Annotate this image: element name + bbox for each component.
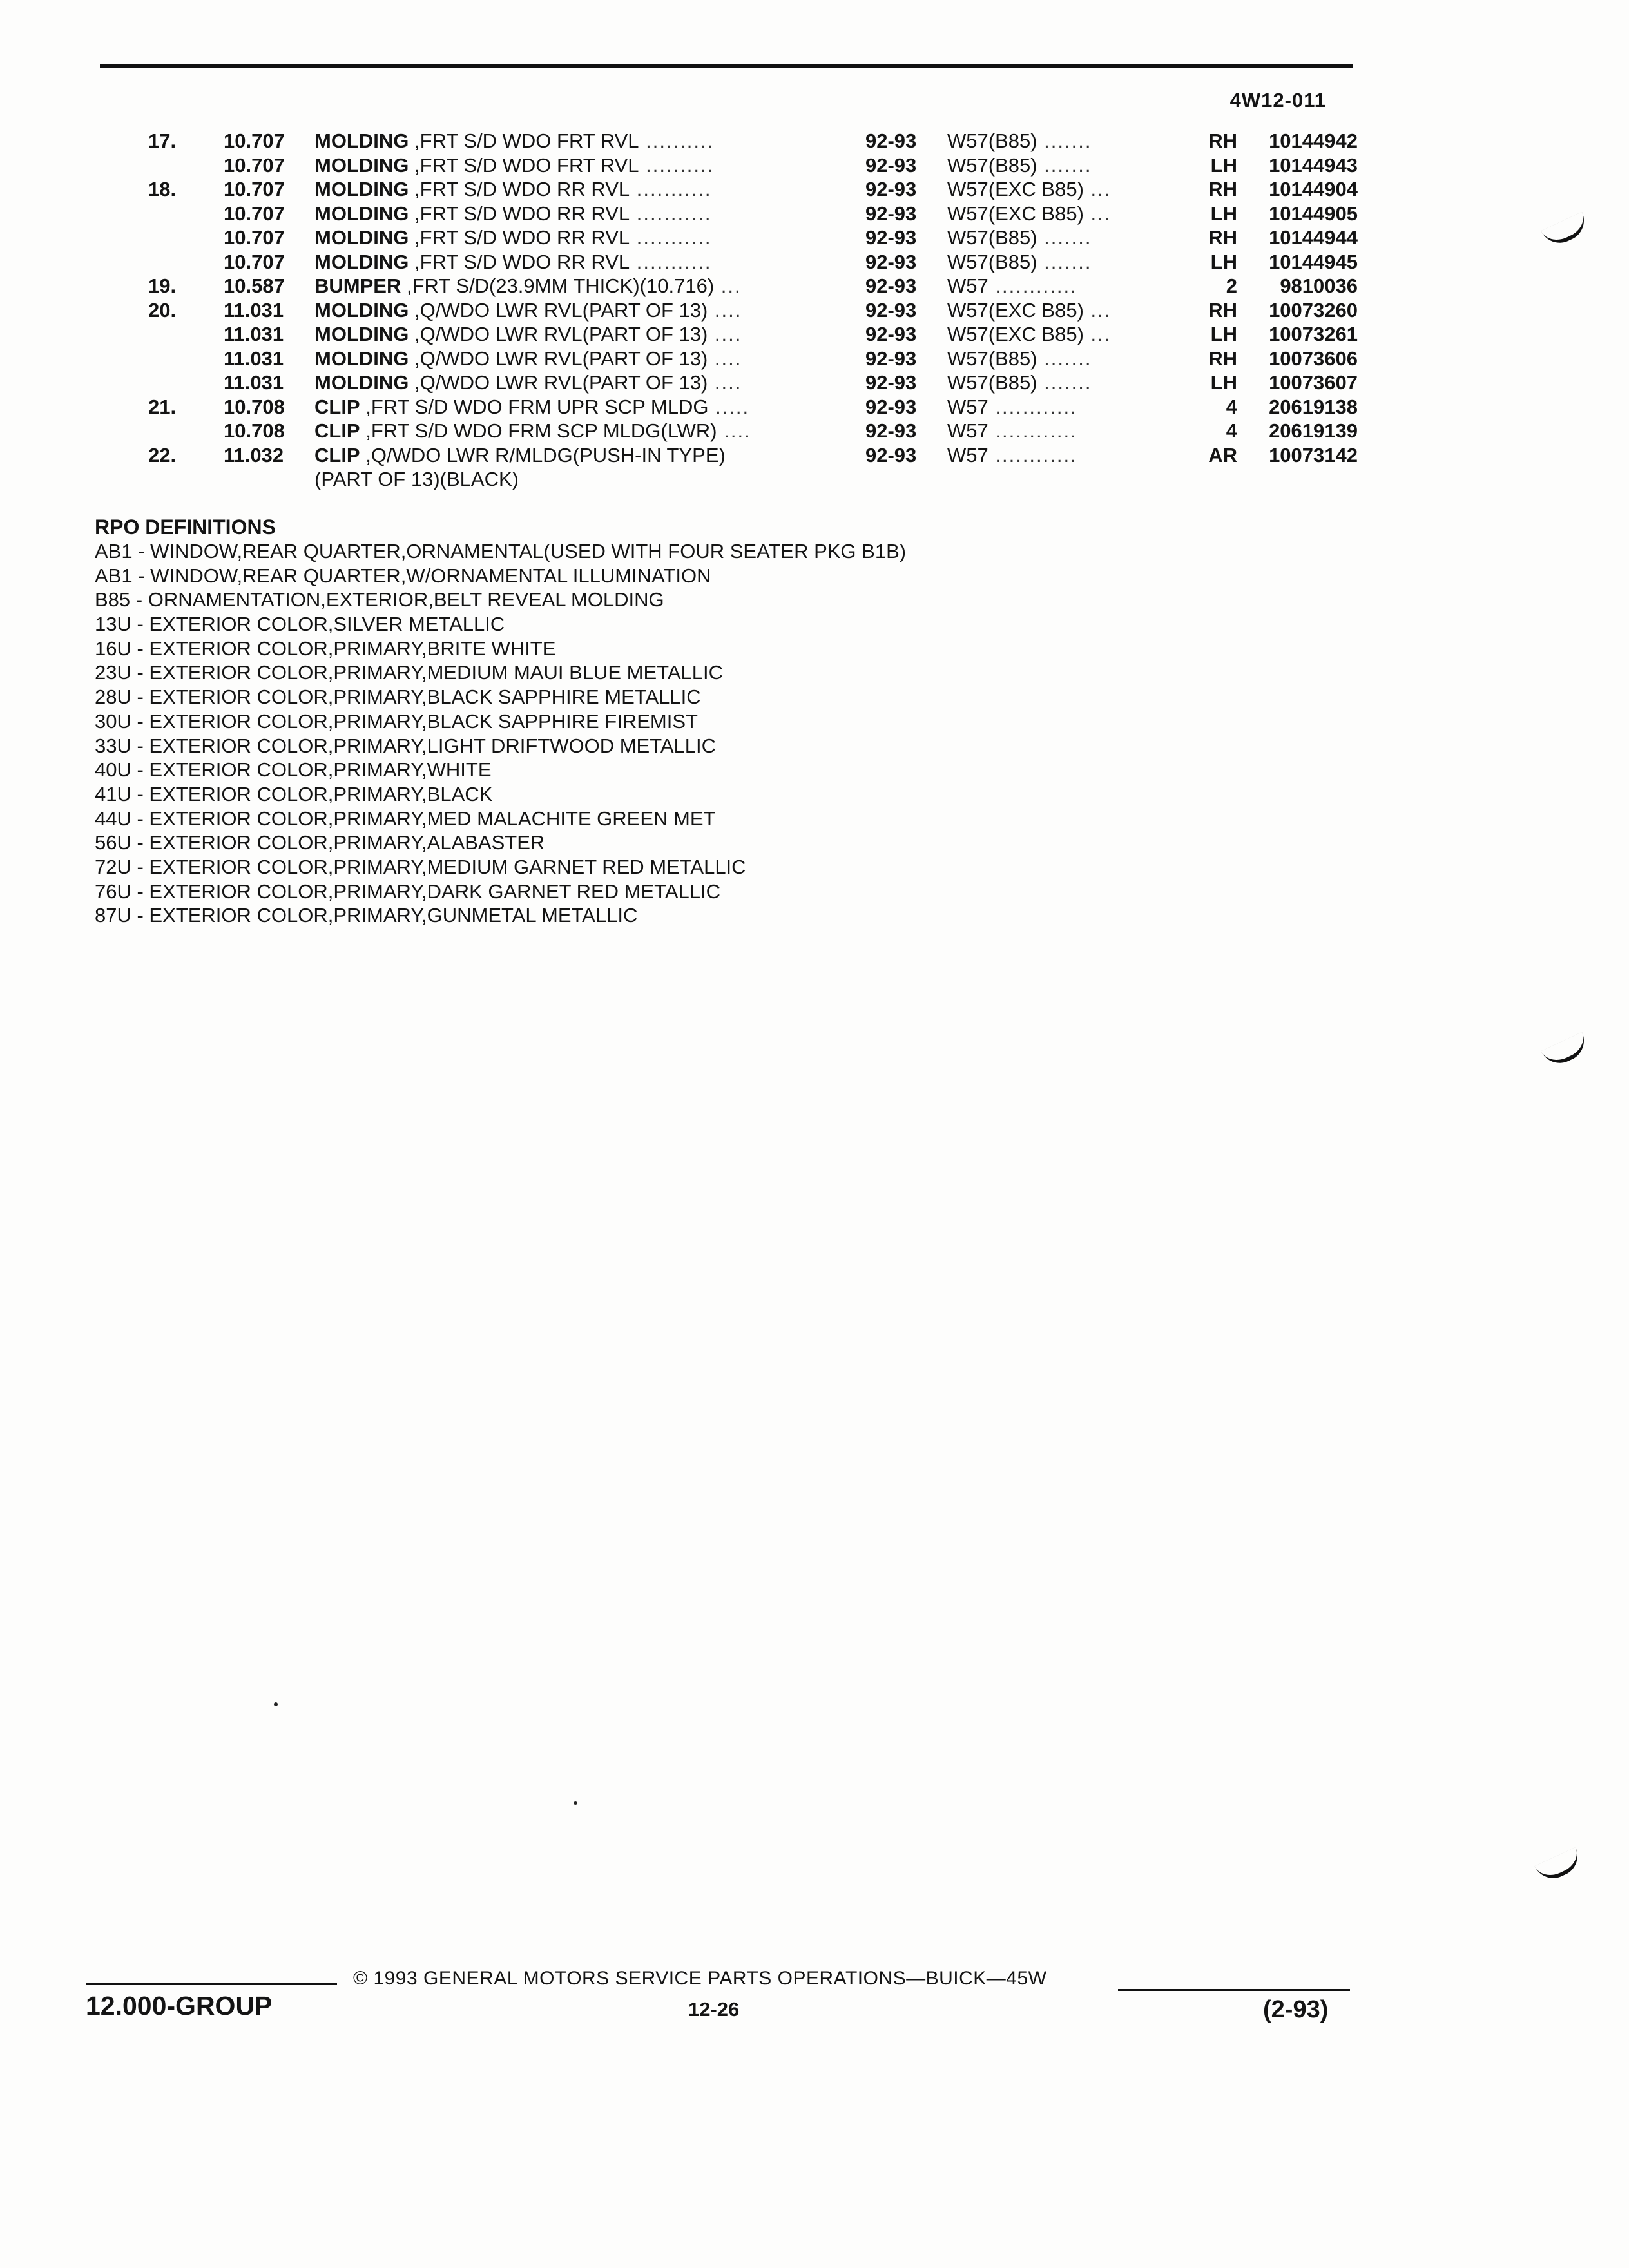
model-years: 92-93 [865,347,917,370]
rpo-definition: 30U - EXTERIOR COLOR,PRIMARY,BLACK SAPPHIRE FIREMIST [95,709,698,733]
leader-dots: .... [708,371,742,394]
leader-dots: ....... [1037,226,1092,249]
quantity: 4 [1226,395,1237,418]
part-number: 10073261 [1269,323,1358,345]
part-detail: ,Q/WDO LWR RVL(PART OF 13) [409,298,708,322]
part-row [97,395,1360,419]
model-years: 92-93 [865,153,917,177]
part-name: MOLDING [314,347,409,370]
part-number: 10073607 [1269,371,1358,394]
illustration-ref: 10.707 [224,250,285,273]
leader-dots: ... [1083,298,1112,322]
illustration-ref: 11.032 [224,443,284,466]
part-detail: ,FRT S/D(23.9MM THICK)(10.716) [401,274,715,297]
quantity: LH [1210,323,1237,345]
part-number: 20619138 [1269,395,1358,418]
parts-list [97,129,1360,492]
part-row [97,322,1360,347]
part-detail: ,Q/WDO LWR RVL(PART OF 13) [409,347,708,370]
rpo-definition: 33U - EXTERIOR COLOR,PRIMARY,LIGHT DRIFTWOOD METALLIC [95,734,717,757]
quantity: RH [1208,347,1237,370]
part-name: MOLDING [314,202,409,225]
rpo-text: W57(EXC B85) [947,323,1084,345]
leader-dots: .... [708,323,742,345]
leader-dots: ........... [630,250,712,273]
leader-dots: ........... [630,226,712,249]
part-description [314,129,943,153]
illustration-ref: 10.707 [224,153,285,177]
leader-dots: ....... [1037,153,1092,177]
model-years: 92-93 [865,130,917,152]
part-detail: ,Q/WDO LWR R/MLDG(PUSH-IN TYPE) [360,443,726,466]
leader-dots: .... [708,298,742,322]
binder-hole-mark [1535,1847,1585,1885]
part-description [314,153,943,178]
item-number: 19. [148,274,177,297]
part-number: 10073606 [1269,347,1358,370]
part-description [314,250,943,274]
rpo-code [947,395,1269,419]
rpo-text: W57 [947,274,988,297]
part-name: MOLDING [314,323,409,345]
rpo-text: W57(EXC B85) [947,298,1084,322]
part-row [97,298,1360,323]
part-description [314,395,943,419]
rpo-text: W57 [947,443,988,466]
leader-dots: ... [1083,323,1112,345]
rpo-text: W57(B85) [947,153,1037,177]
leader-dots: .......... [639,153,715,177]
rpo-text: W57(B85) [947,250,1037,273]
rpo-definition: 87U - EXTERIOR COLOR,PRIMARY,GUNMETAL METALLIC [95,904,638,927]
part-detail: ,FRT S/D WDO FRT RVL [409,130,639,152]
rpo-definitions-title: RPO DEFINITIONS [95,515,276,539]
rpo-code [947,370,1269,395]
rpo-definition: 72U - EXTERIOR COLOR,PRIMARY,MEDIUM GARNET RED METALLIC [95,855,746,878]
leader-dots: .... [717,419,751,442]
part-description [314,443,943,468]
part-row [97,177,1360,202]
rpo-text: W57(B85) [947,226,1037,249]
rpo-definition: AB1 - WINDOW,REAR QUARTER,ORNAMENTAL(USED WITH FOUR SEATER PKG B1B) [95,540,907,562]
rpo-code [947,250,1269,274]
illustration-ref: 11.031 [224,347,284,370]
leader-dots: ............ [988,395,1077,418]
rpo-definition: 41U - EXTERIOR COLOR,PRIMARY,BLACK [95,782,493,805]
footer-copyright: © 1993 GENERAL MOTORS SERVICE PARTS OPERATIONS—BUICK—45W [353,1968,1047,1989]
part-description [314,370,943,395]
footer-date: (2-93) [1263,1996,1329,2023]
part-detail: ,FRT S/D WDO RR RVL [409,178,630,200]
leader-dots: ............ [988,443,1077,466]
rpo-code [947,443,1269,468]
part-row [97,419,1360,443]
rpo-definition: 76U - EXTERIOR COLOR,PRIMARY,DARK GARNET RED METALLIC [95,879,720,903]
leader-dots: ....... [1037,347,1092,370]
illustration-ref: 10.707 [224,130,285,152]
illustration-ref: 10.707 [224,202,285,225]
part-row [97,274,1360,298]
leader-dots: ....... [1037,130,1092,152]
page-code: 4W12-011 [1229,89,1326,111]
part-name: CLIP [314,443,360,466]
model-years: 92-93 [865,250,917,273]
illustration-ref: 10.708 [224,419,285,442]
model-years: 92-93 [865,371,917,394]
rpo-code [947,202,1269,226]
part-description [314,322,943,347]
illustration-ref: 10.707 [224,178,285,200]
rpo-definition: 44U - EXTERIOR COLOR,PRIMARY,MED MALACHITE GREEN MET [95,807,716,830]
part-description [314,419,943,443]
part-detail: ,Q/WDO LWR RVL(PART OF 13) [409,371,708,394]
part-number: 10144942 [1269,130,1358,152]
rpo-definition: 40U - EXTERIOR COLOR,PRIMARY,WHITE [95,758,492,782]
quantity: LH [1210,250,1237,273]
part-description [314,347,943,371]
rpo-code [947,322,1269,347]
part-description [314,274,943,298]
quantity: RH [1208,178,1237,200]
part-number: 10073260 [1269,298,1358,322]
part-detail: (PART OF 13)(BLACK) [314,468,519,490]
model-years: 92-93 [865,395,917,418]
rpo-text: W57 [947,395,988,418]
model-years: 92-93 [865,274,917,297]
quantity: LH [1210,371,1237,394]
part-detail: ,Q/WDO LWR RVL(PART OF 13) [409,323,708,345]
leader-dots: ... [1083,178,1112,200]
illustration-ref: 11.031 [224,323,284,345]
rpo-code [947,129,1269,153]
illustration-ref: 10.587 [224,274,285,297]
part-number: 10144944 [1269,226,1358,249]
part-row [97,129,1360,153]
model-years: 92-93 [865,178,917,200]
part-name: MOLDING [314,226,409,249]
rpo-text: W57 [947,419,988,442]
quantity: RH [1208,130,1237,152]
rpo-text: W57(EXC B85) [947,178,1084,200]
quantity: 4 [1226,419,1237,442]
part-description [314,226,943,250]
leader-dots: ....... [1037,250,1092,273]
rpo-definition: 56U - EXTERIOR COLOR,PRIMARY,ALABASTER [95,831,545,854]
rpo-code [947,177,1269,202]
leader-dots: ........... [630,202,712,225]
part-row [97,250,1360,274]
leader-dots: ............ [988,274,1077,297]
illustration-ref: 11.031 [224,371,284,394]
part-name: BUMPER [314,274,401,297]
part-name: MOLDING [314,178,409,200]
part-number: 10144943 [1269,153,1358,177]
footer-group: 12.000-GROUP [86,1991,273,2021]
footer-rule-left [86,1983,337,1985]
footer-rule-right [1118,1989,1350,1991]
model-years: 92-93 [865,226,917,249]
illustration-ref: 11.031 [224,298,284,322]
scan-speck [574,1801,577,1805]
scan-speck [274,1702,278,1706]
part-description [314,202,943,226]
leader-dots: .... [708,347,742,370]
rpo-definition: B85 - ORNAMENTATION,EXTERIOR,BELT REVEAL MOLDING [95,588,664,611]
part-detail: ,FRT S/D WDO RR RVL [409,226,630,249]
illustration-ref: 10.707 [224,226,285,249]
part-row [97,226,1360,250]
rpo-text: W57(B85) [947,371,1037,394]
quantity: AR [1208,443,1237,466]
part-number: 9810036 [1280,274,1358,297]
leader-dots: ..... [708,395,750,418]
rpo-definition: 16U - EXTERIOR COLOR,PRIMARY,BRITE WHITE [95,637,556,660]
model-years: 92-93 [865,298,917,322]
part-name: MOLDING [314,130,409,152]
part-row [97,443,1360,468]
rpo-text: W57(B85) [947,130,1037,152]
rpo-code [947,153,1269,178]
rpo-text: W57(B85) [947,347,1037,370]
quantity: RH [1208,298,1237,322]
footer-page-number: 12-26 [688,1998,740,2021]
item-number: 17. [148,130,177,152]
item-number: 18. [148,178,177,200]
part-detail: ,FRT S/D WDO FRM SCP MLDG(LWR) [360,419,717,442]
rpo-definition: 13U - EXTERIOR COLOR,SILVER METALLIC [95,613,505,636]
leader-dots: ........... [630,178,712,200]
part-name: MOLDING [314,250,409,273]
rpo-code [947,226,1269,250]
rpo-definition: 23U - EXTERIOR COLOR,PRIMARY,MEDIUM MAUI BLUE METALLIC [95,661,723,684]
leader-dots: ............ [988,419,1077,442]
rpo-code [947,347,1269,371]
part-row [97,202,1360,226]
quantity: LH [1210,202,1237,225]
part-row [97,347,1360,371]
quantity: LH [1210,153,1237,177]
part-description [314,298,943,323]
binder-hole-mark [1541,1032,1591,1070]
part-description [314,467,943,492]
part-number: 10144945 [1269,250,1358,273]
part-detail: ,FRT S/D WDO RR RVL [409,250,630,273]
item-number: 20. [148,298,177,322]
part-detail: ,FRT S/D WDO RR RVL [409,202,630,225]
rpo-definition: AB1 - WINDOW,REAR QUARTER,W/ORNAMENTAL ILLUMINATION [95,564,711,587]
leader-dots: .......... [639,130,715,152]
model-years: 92-93 [865,202,917,225]
rpo-code [947,298,1269,323]
part-detail: ,FRT S/D WDO FRM UPR SCP MLDG [360,395,709,418]
part-name: MOLDING [314,153,409,177]
model-years: 92-93 [865,323,917,345]
part-description [314,177,943,202]
part-name: MOLDING [314,371,409,394]
leader-dots: ....... [1037,371,1092,394]
part-number: 20619139 [1269,419,1358,442]
rpo-definitions-list [95,539,906,928]
model-years: 92-93 [865,419,917,442]
rpo-code [947,274,1269,298]
top-rule [100,64,1353,68]
leader-dots: ... [1083,202,1112,225]
part-row [97,467,1360,492]
part-name: CLIP [314,395,360,418]
part-row [97,153,1360,178]
part-number: 10144905 [1269,202,1358,225]
rpo-code [947,419,1269,443]
quantity: RH [1208,226,1237,249]
model-years: 92-93 [865,443,917,466]
part-number: 10073142 [1269,443,1358,466]
part-name: CLIP [314,419,360,442]
item-number: 21. [148,395,177,418]
rpo-definition: 28U - EXTERIOR COLOR,PRIMARY,BLACK SAPPHIRE METALLIC [95,686,701,709]
rpo-text: W57(EXC B85) [947,202,1084,225]
item-number: 22. [148,443,177,466]
quantity: 2 [1226,274,1237,297]
part-detail: ,FRT S/D WDO FRT RVL [409,153,639,177]
illustration-ref: 10.708 [224,395,285,418]
part-name: MOLDING [314,298,409,322]
binder-hole-mark [1541,212,1591,250]
part-number: 10144904 [1269,178,1358,200]
part-row [97,370,1360,395]
leader-dots: ... [714,274,742,297]
